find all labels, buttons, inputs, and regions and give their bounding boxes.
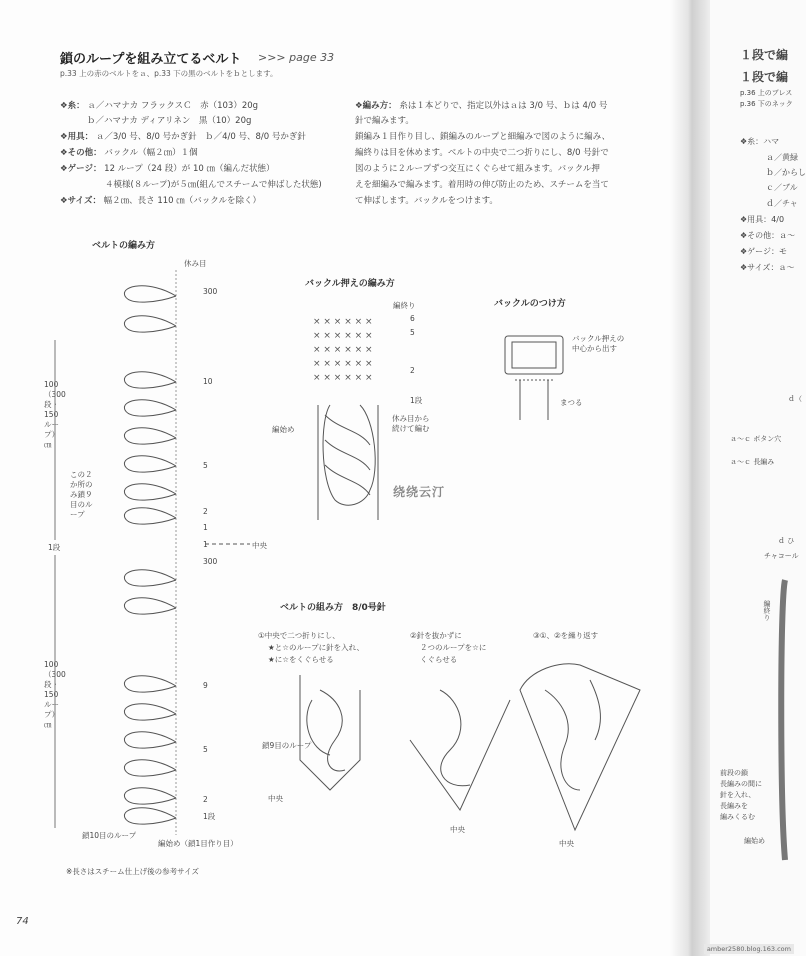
- loop: [124, 788, 176, 804]
- method-label: ❖編み方：: [355, 101, 397, 111]
- method-text-1: 糸は１本どりで、指定以外はａは 3/0 号、ｂは 4/0 号: [399, 101, 608, 111]
- right-end: 編終り: [763, 600, 771, 621]
- center-row-label: 1段: [48, 543, 61, 552]
- footnote: ※長さはスチーム仕上げ後の参考サイズ: [66, 867, 200, 876]
- watermark: 绕绕云汀: [393, 485, 446, 499]
- loop-group-top: [124, 286, 176, 332]
- right-start: 編始め: [744, 837, 765, 845]
- right-yarn-d: ｄ／チャ: [766, 199, 798, 208]
- right-size: ❖サイズ：ａ～: [740, 263, 795, 272]
- loop: [124, 484, 176, 500]
- right-label-d: ｄ（: [788, 395, 802, 403]
- assembly-center-3: 中央: [559, 839, 574, 848]
- assembly-center-2: 中央: [450, 825, 465, 834]
- page-title: 鎖のループを組み立てるベルト: [60, 52, 242, 67]
- tools-value: ａ／3/0 号、8/0 号かぎ針 ｂ／4/0 号、8/0 号かぎ針: [95, 132, 306, 142]
- assembly-3-strand: [545, 690, 580, 790]
- size-label: ❖サイズ：: [60, 196, 101, 206]
- row-label-5: 5: [203, 461, 208, 470]
- row-label-2: 2: [203, 507, 208, 516]
- sew-label: まつる: [560, 398, 583, 407]
- other-value: バックル（幅２㎝）１個: [104, 148, 198, 158]
- right-prev-1: 前段の鎖: [720, 769, 748, 777]
- right-prev-2: 長編みの間に: [720, 780, 762, 788]
- loop: [124, 598, 176, 614]
- right-yarn-a: ａ／黄緑: [766, 153, 798, 162]
- credit-label: amber2580.blog.163.com: [704, 944, 794, 954]
- method-line-5: 図のように２ループずつ交互にくぐらせて組みます。バックル押: [355, 164, 600, 174]
- presser-start-label: 編始め: [272, 425, 295, 434]
- yarn-a: ａ／ハマナカ フラックスＣ 赤（103）20g: [87, 101, 259, 111]
- right-prev-5: 編みくるむ: [720, 813, 755, 821]
- method-line-3: 鎖編み１目作り目し、鎖編みのループと細編みで図のように編み、: [355, 132, 611, 142]
- assembly-step-3: ③①、②を繰り返す: [533, 631, 599, 640]
- chain9-loop-label: 鎖9目のループ: [262, 741, 312, 750]
- loop-group-center: [124, 570, 176, 614]
- method-line-2: 針で編みます。: [355, 116, 414, 126]
- assembly-1-strand-b: [307, 700, 330, 755]
- method-line-4: 編終りは目を休めます。ベルトの中央で二つ折りにし、8/0 号針で: [355, 148, 609, 158]
- cross-row: × × × × × ×: [313, 317, 373, 327]
- right-prev-4: 長編みを: [720, 802, 748, 810]
- right-yarn-c: ｃ／ブル: [766, 183, 798, 192]
- cross-row: × × × × × ×: [313, 345, 373, 355]
- tools-label: ❖用具：: [60, 132, 94, 142]
- strap-drawing: [781, 580, 785, 860]
- assembly-3-outline: [520, 664, 640, 830]
- star-loop-note: この２か所のみ鎖９目のループ: [70, 470, 93, 519]
- assembly-step-1c: ★に☆をくぐらせる: [268, 655, 334, 664]
- buckle-attach-title: バックルのつけ方: [494, 299, 566, 309]
- right-tools: ❖用具：4/0: [740, 215, 785, 224]
- subtitle: p.33 上の赤のベルトをａ、p.33 下の黒のベルトをｂとします。: [60, 69, 278, 78]
- row-label-5-lower: 5: [203, 745, 208, 754]
- right-gauge: ❖ゲージ：モ: [740, 247, 788, 256]
- assembly-step-1: ①中央で二つ折りにし、: [258, 631, 340, 640]
- loop: [124, 508, 176, 524]
- loop: [124, 400, 176, 416]
- size-value: 幅２㎝、長さ 110 ㎝（バックルを除く）: [103, 196, 262, 206]
- loop: [124, 372, 176, 388]
- loop-group-lower: [124, 676, 176, 824]
- rest-stitch-label: 休み目: [184, 259, 207, 268]
- yarn-b: ｂ／ハマナカ ディアリネン 黒（10）20g: [87, 116, 252, 126]
- gauge-label: ❖ゲージ：: [60, 164, 102, 174]
- loop: [124, 570, 176, 586]
- loop: [124, 316, 176, 332]
- presser-row-6: 6: [410, 314, 415, 323]
- assembly-2-strand: [440, 690, 470, 786]
- loop-group-upper: [124, 372, 176, 524]
- loop: [124, 286, 176, 302]
- assembly-diagrams: [300, 664, 640, 830]
- gauge-value-2: ４模様(８ループ)が５㎝(組んでスチームで伸ばした状態): [105, 180, 322, 190]
- right-prev-3: 針を入れ、: [720, 791, 756, 799]
- presser-row-1: 1段: [410, 396, 423, 405]
- assembly-step-2: ②針を抜かずに: [410, 631, 462, 640]
- right-yarn: ❖糸：ハマ: [740, 137, 780, 146]
- loop: [124, 760, 176, 776]
- gauge-value-1: 12 ループ（24 段）が 10 ㎝（編んだ状態）: [104, 164, 275, 174]
- method-line-6: えを細編みで編みます。着用時の伸び防止のため、スチームを当て: [355, 180, 609, 190]
- buckle-attach-diagram: [505, 336, 563, 420]
- right-title-2: １段で編: [740, 70, 789, 84]
- right-sub-1: p.36 上のブレス: [740, 89, 793, 97]
- right-sub-2: p.36 下のネック: [740, 100, 793, 108]
- right-title-1: １段で編: [740, 48, 789, 62]
- assembly-3-strand-b: [590, 680, 600, 740]
- row-label-300-lower: 300: [203, 557, 218, 566]
- row-label-1-upper: 1: [203, 523, 208, 532]
- presser-rest-note: 休み目から続けて編む: [392, 414, 430, 433]
- loop: [124, 732, 176, 748]
- buckle-presser-title: バックル押えの編み方: [305, 279, 395, 289]
- right-page-strap-svg: [710, 0, 800, 956]
- lower-span-label: 100（300段・150ループ）㎝: [44, 660, 66, 729]
- presser-braid-strands: [325, 415, 370, 495]
- yarn-label: ❖糸：: [60, 101, 85, 111]
- assembly-center-1: 中央: [268, 794, 283, 803]
- method-line-7: て伸ばします。バックルをつけます。: [355, 196, 498, 206]
- assembly-step-2b: ２つのループを☆に: [420, 643, 487, 652]
- chain10-loop-label: 鎖10目のループ: [82, 831, 137, 840]
- buckle-inner: [512, 342, 556, 368]
- row-label-1-lower: 1段: [203, 812, 216, 821]
- assembly-step-1b: ★と☆のループに針を入れ、: [268, 643, 365, 652]
- center-label: 中央: [252, 541, 267, 550]
- belt-start-label: 編始め（鎖1目作り目）: [158, 839, 238, 848]
- assembly-title: ベルトの組み方 8/0号針: [280, 603, 386, 613]
- page-reference: >>> page 33: [258, 51, 335, 64]
- row-label-1-center: 1: [203, 540, 208, 549]
- right-yarn-b: ｂ／からし: [766, 168, 806, 177]
- upper-span-label: 100（300段・150ループ）㎝: [44, 380, 66, 449]
- right-page: [710, 0, 806, 956]
- presser-row-5: 5: [410, 328, 415, 337]
- row-label-10: 10: [203, 377, 213, 386]
- belt-chain-diagram: [55, 270, 250, 835]
- buckle-presser-grid: [313, 317, 378, 520]
- page-number: 74: [16, 916, 29, 927]
- right-long-stitch: ａ～ｃ 長編み: [730, 458, 775, 466]
- row-label-300-top: 300: [203, 287, 218, 296]
- belt-diagram-title: ベルトの編み方: [92, 241, 156, 251]
- loop: [124, 704, 176, 720]
- right-d-label: ｄ ひ: [778, 537, 795, 545]
- cross-row: × × × × × ×: [313, 359, 373, 369]
- row-label-9: 9: [203, 681, 208, 690]
- other-label: ❖その他：: [60, 148, 102, 158]
- loop: [124, 428, 176, 444]
- buckle-center-note: バックル押えの中心から出す: [572, 334, 625, 353]
- loop: [124, 676, 176, 692]
- cross-row: × × × × × ×: [313, 373, 373, 383]
- loop: [124, 808, 176, 824]
- assembly-1-strand: [320, 690, 345, 771]
- presser-cross-rows: [313, 317, 373, 383]
- assembly-step-2c: くぐらせる: [420, 655, 458, 664]
- cross-row: × × × × × ×: [313, 331, 373, 341]
- presser-row-2: 2: [410, 366, 415, 375]
- loop: [124, 456, 176, 472]
- right-charcoal: チャコール: [764, 552, 799, 560]
- right-other: ❖その他：ａ～: [740, 231, 796, 240]
- presser-end-label: 編終り: [393, 301, 416, 310]
- right-button-hole: ａ～ｃ ボタン穴: [730, 435, 782, 443]
- row-label-2-lower: 2: [203, 795, 208, 804]
